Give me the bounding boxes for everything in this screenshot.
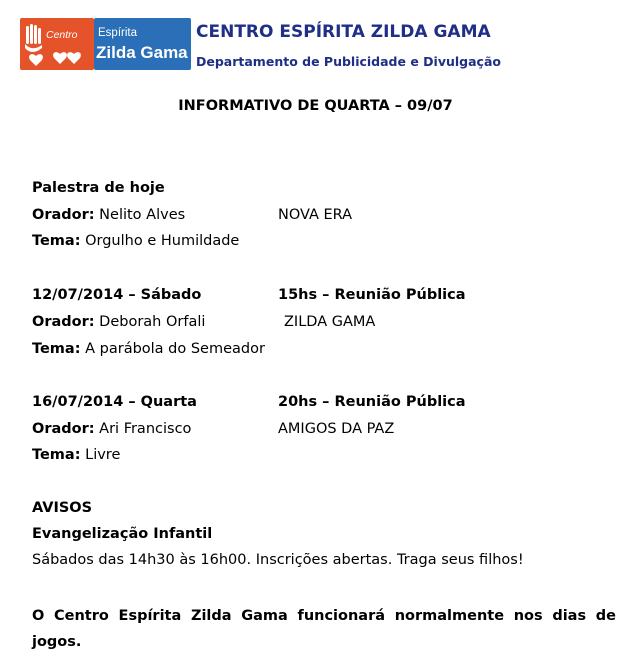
speaker-name: Ari Francisco [99, 421, 192, 437]
event-time: 20hs – Reunião Pública [278, 394, 466, 410]
event-location: AMIGOS DA PAZ [278, 421, 395, 437]
event-location: ZILDA GAMA [284, 314, 376, 330]
event-speaker-line [32, 314, 205, 330]
event-theme-line [32, 447, 120, 463]
orador-label: Orador: [32, 207, 95, 223]
tema-label: Tema: [32, 233, 81, 249]
orador-label: Orador: [32, 314, 95, 330]
event-heading: Palestra de hoje [32, 180, 165, 196]
org-name: CENTRO ESPÍRITA ZILDA GAMA [196, 22, 491, 42]
logo [20, 18, 191, 70]
event-location: NOVA ERA [278, 207, 353, 223]
logo-text-zilda-gama: Zilda Gama [96, 43, 188, 62]
speaker-name: Deborah Orfali [99, 314, 206, 330]
notices-text: Sábados das 14h30 às 16h00. Inscrições abertas. Traga seus filhos! [32, 552, 524, 568]
logo-text-espirita: Espírita [98, 27, 137, 39]
notices-heading: AVISOS [32, 500, 93, 516]
event-theme-line [32, 233, 239, 249]
page-title: INFORMATIVO DE QUARTA – 09/07 [178, 98, 453, 114]
theme-text: A parábola do Semeador [85, 341, 265, 357]
event-theme-line [32, 341, 265, 357]
department-name: Departamento de Publicidade e Divulgação [196, 54, 501, 69]
tema-label: Tema: [32, 341, 81, 357]
event-heading: 16/07/2014 – Quarta [32, 394, 197, 410]
speaker-name: Nelito Alves [99, 207, 186, 223]
notices-subheading: Evangelização Infantil [32, 526, 213, 542]
theme-text: Livre [85, 447, 121, 463]
logo-text-centro: Centro [46, 29, 78, 41]
event-speaker-line [32, 207, 185, 223]
event-speaker-line [32, 421, 191, 437]
final-notice: O Centro Espírita Zilda Gama funcionará normalmente nos dias de jogos. [32, 608, 616, 650]
orador-label: Orador: [32, 421, 95, 437]
event-heading: 12/07/2014 – Sábado [32, 287, 202, 303]
event-time: 15hs – Reunião Pública [278, 287, 466, 303]
theme-text: Orgulho e Humildade [85, 233, 240, 249]
tema-label: Tema: [32, 447, 81, 463]
